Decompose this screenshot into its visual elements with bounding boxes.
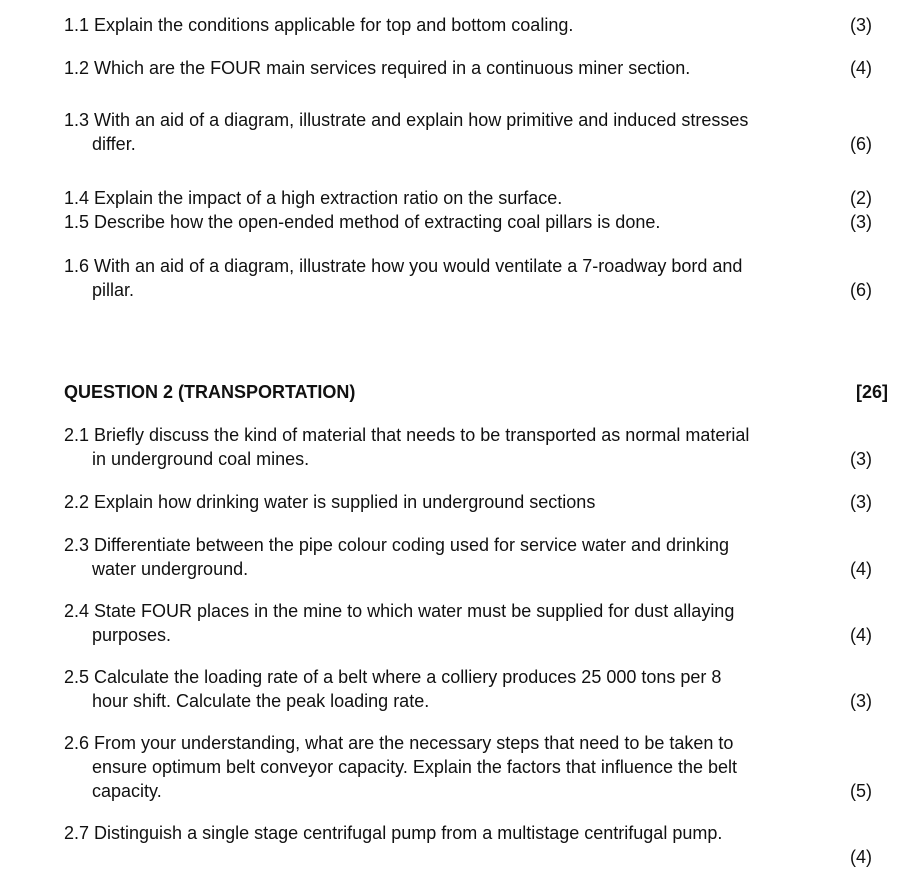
question-text-cont: pillar. (92, 280, 135, 300)
question-marks: (6) (850, 134, 872, 154)
question-marks: (3) (850, 691, 872, 711)
question-text: 1.5 Describe how the open-ended method of extracting coal pillars is done. (64, 212, 661, 232)
question-1-3 (64, 108, 888, 156)
question-marks: (4) (850, 847, 872, 867)
question-text-cont: water underground. (92, 559, 249, 579)
question-2-3 (64, 533, 888, 581)
question-marks: (5) (850, 781, 872, 801)
question-1-2 (64, 56, 888, 80)
question-marks: (3) (850, 15, 872, 35)
question-text: 1.3 With an aid of a diagram, illustrate and explain how primitive and induced stresses (64, 110, 749, 130)
question-text: 2.4 State FOUR places in the mine to which water must be supplied for dust allaying (64, 601, 735, 621)
question-1-4 (64, 186, 888, 210)
question-marks: (3) (850, 212, 872, 232)
section-total-marks: [26] (855, 382, 888, 402)
question-text: 1.1 Explain the conditions applicable for top and bottom coaling. (64, 15, 574, 35)
question-2-2 (64, 490, 888, 514)
question-text-cont: differ. (92, 134, 136, 154)
question-text-cont: hour shift. Calculate the peak loading rate. (92, 691, 430, 711)
question-marks: (4) (850, 559, 872, 579)
question-text: 2.6 From your understanding, what are the necessary steps that need to be taken to (64, 733, 734, 753)
question-text: 2.3 Differentiate between the pipe colour coding used for service water and drinking (64, 535, 730, 555)
section-title: QUESTION 2 (TRANSPORTATION) (64, 382, 356, 402)
question-2-7 (64, 821, 888, 867)
question-text: 2.5 Calculate the loading rate of a belt where a colliery produces 25 000 tons per 8 (64, 667, 722, 687)
question-text-cont: purposes. (92, 625, 172, 645)
question-text: 1.6 With an aid of a diagram, illustrate how you would ventilate a 7-roadway bord and (64, 256, 743, 276)
question-marks: (4) (850, 625, 872, 645)
question-marks: (4) (850, 58, 872, 78)
question-1-1 (64, 13, 888, 37)
question-text: 1.4 Explain the impact of a high extraction ratio on the surface. (64, 188, 563, 208)
question-1-5 (64, 210, 888, 234)
question-text: 2.7 Distinguish a single stage centrifugal pump from a multistage centrifugal pump. (64, 823, 723, 843)
question-marks: (3) (850, 449, 872, 469)
question-text-cont: in underground coal mines. (92, 449, 310, 469)
question-marks: (2) (850, 188, 872, 208)
question-2-1 (64, 423, 888, 471)
question-2-5 (64, 665, 888, 713)
question-marks: (6) (850, 280, 872, 300)
question-2-4 (64, 599, 888, 647)
question-1-6 (64, 254, 888, 302)
question-marks: (3) (850, 492, 872, 512)
question-text: 2.1 Briefly discuss the kind of material that needs to be transported as normal material (64, 425, 750, 445)
question-text: 1.2 Which are the FOUR main services required in a continuous miner section. (64, 58, 691, 78)
question-text: 2.2 Explain how drinking water is supplied in underground sections (64, 492, 596, 512)
question-text-cont: ensure optimum belt conveyor capacity. Explain the factors that influence the belt (92, 757, 738, 777)
section-heading (64, 380, 888, 404)
question-2-6 (64, 731, 888, 803)
question-text-cont: capacity. (92, 781, 162, 801)
